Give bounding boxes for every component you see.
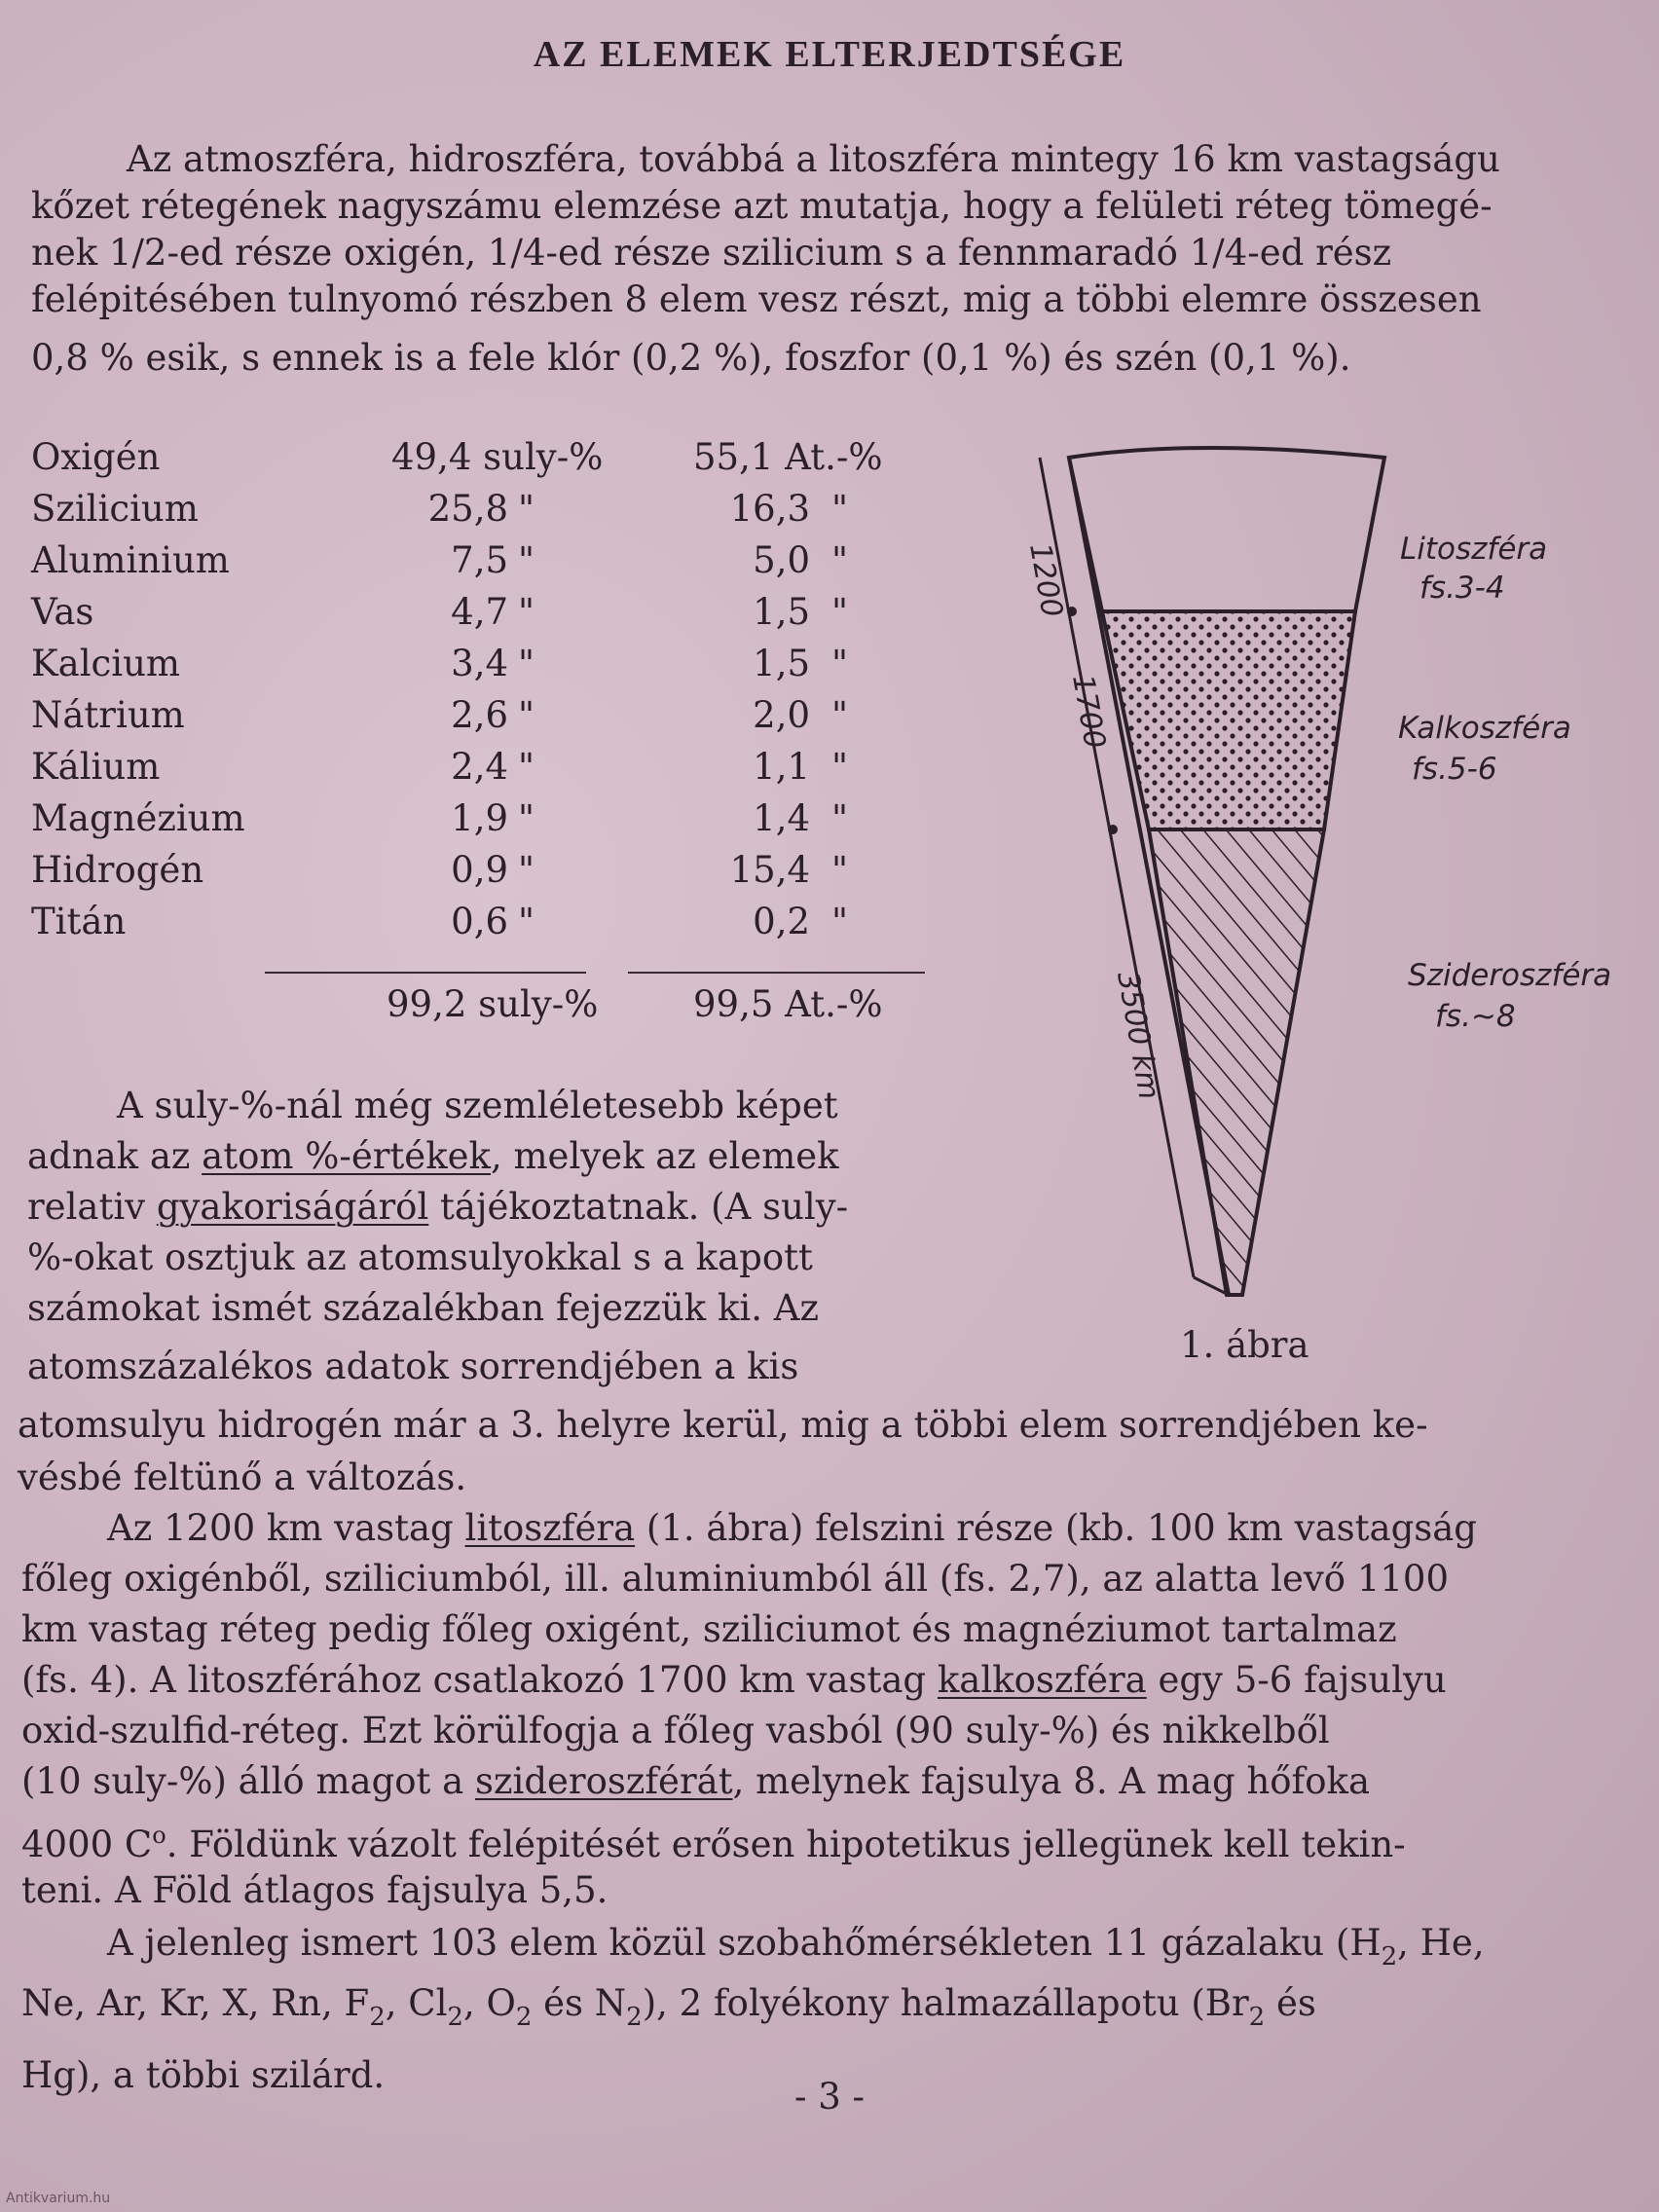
text-segment: km vastag réteg pedig főleg oxigént, sziliciumot és magnéziumot tartalmaz (21, 1608, 1397, 1650)
paragraph-line (18, 1455, 466, 1500)
text-segment: oxid-szulfid-réteg. Ezt körülfogja a főleg vasból (90 suly-%) és nikkelből (21, 1710, 1330, 1751)
ditto-mark: " (518, 488, 535, 530)
element-name: Szilicium (31, 488, 199, 530)
ditto-mark: " (831, 694, 849, 736)
element-name: Kalcium (31, 643, 181, 684)
ditto-mark: " (518, 797, 535, 839)
text-segment: , He, (1397, 1922, 1485, 1964)
layer-label-siderosphere: Sziderоszféra (1408, 958, 1612, 993)
text-segment: 2 (1248, 2003, 1266, 2032)
dim-label-3500: 3500 km (1110, 969, 1166, 1102)
element-name: Titán (31, 901, 127, 942)
table-row (31, 539, 956, 590)
text-segment: atomszázalékos adatok sorrendjében a kis (27, 1346, 799, 1387)
text-segment: A jelenleg ismert 103 elem közül szobahőmérsékleten 11 gázalaku (H (107, 1922, 1382, 1964)
atom-percent: 1,5 (753, 643, 810, 684)
weight-percent: 2,6 (451, 694, 508, 736)
table-divider (628, 972, 925, 974)
atom-percent: 5,0 (753, 539, 810, 581)
ditto-mark: " (831, 539, 849, 581)
text-segment: , melyek az elemek (490, 1135, 839, 1177)
paragraph-line (107, 1505, 1477, 1551)
element-name: Nátrium (31, 694, 185, 736)
text-segment: , Cl (385, 1982, 448, 2024)
element-name: Oxigén (31, 436, 161, 478)
text-segment: ), 2 folyékony halmazállapotu (Br (642, 1982, 1249, 2024)
text-segment: Hg), a többi szilárd. (21, 2054, 386, 2096)
atom-percent: 0,2 (753, 901, 810, 942)
table-row (31, 488, 956, 538)
weight-percent: 25,8 (427, 488, 508, 530)
paragraph-line (21, 1657, 1447, 1703)
layer-label-chalcosphere: Kalkoszféra (1398, 711, 1571, 746)
dim-label-1700: 1700 (1065, 672, 1112, 752)
element-name: Vas (31, 591, 94, 633)
element-name: Hidrogén (31, 849, 204, 891)
text-segment: számokat ismét százalékban fejezzük ki. Az (27, 1287, 819, 1329)
figure-caption: 1. ábra (1180, 1324, 1309, 1366)
table-row (31, 746, 956, 796)
intro-line: nek 1/2-ed része oxigén, 1/4-ed része szilicium s a fennmaradó 1/4-ed rész (31, 232, 1392, 274)
paragraph-line (117, 1083, 838, 1128)
key-term: kalkoszféra (937, 1659, 1147, 1701)
text-segment: 2 (1381, 1942, 1398, 1972)
ditto-mark: " (831, 591, 849, 633)
text-segment: 2 (447, 2003, 463, 2032)
atom-percent: 16,3 (729, 488, 810, 530)
text-segment: (1. ábra) felszini része (kb. 100 km vastagság (635, 1507, 1477, 1549)
intro-line: 0,8 % esik, s ennek is a fele klór (0,2 %), foszfor (0,1 %) és szén (0,1 %). (31, 337, 1351, 379)
text-segment: és N (532, 1982, 627, 2024)
weight-percent: 0,6 (451, 901, 508, 942)
paragraph-line (18, 1402, 1428, 1448)
layer-sg-chalcosphere: fs.5-6 (1412, 752, 1497, 787)
paragraph-line (21, 1867, 608, 1913)
intro-line: felépitésében tulnyomó részben 8 elem vesz részt, mig a többi elemre összesen (31, 278, 1482, 320)
chalcosphere-layer (1102, 611, 1355, 830)
ditto-mark: " (518, 849, 535, 891)
key-term: litoszféra (464, 1507, 636, 1549)
weight-percent: 49,4 suly-% (391, 436, 604, 478)
paragraph-line (27, 1184, 848, 1230)
watermark: Antikvarium.hu (6, 2191, 111, 2206)
table-divider (265, 972, 586, 974)
weight-percent: 0,9 (451, 849, 508, 891)
paragraph-line (21, 1758, 1370, 1804)
earth-layers-diagram (1003, 428, 1412, 1324)
paragraph-line (27, 1285, 819, 1331)
weight-percent: 3,4 (451, 643, 508, 684)
intro-line: Az atmoszféra, hidroszféra, továbbá a litoszféra mintegy 16 km vastagságu (127, 138, 1500, 180)
ditto-mark: " (831, 746, 849, 788)
text-segment: , O (462, 1982, 516, 2024)
text-segment: %-okat osztjuk az atomsulyokkal s a kapott (27, 1236, 813, 1278)
text-segment: tájékoztatnak. (A suly- (428, 1186, 849, 1228)
text-segment: 2 (626, 2003, 643, 2032)
layer-sg-lithosphere: fs.3-4 (1419, 571, 1505, 606)
page-number: - 3 - (793, 2076, 866, 2118)
intro-line: kőzet rétegének nagyszámu elemzése azt mutatja, hogy a felületi réteg tömegé- (31, 185, 1493, 227)
ditto-mark: " (831, 488, 849, 530)
paragraph-line (21, 1708, 1330, 1753)
ditto-mark: " (518, 643, 535, 684)
text-segment: egy 5-6 fajsulyu (1146, 1659, 1447, 1701)
ditto-mark: " (831, 643, 849, 684)
text-segment: vésbé feltünő a változás. (18, 1456, 467, 1498)
element-name: Magnézium (31, 797, 245, 839)
paragraph-line (27, 1133, 839, 1179)
text-segment: , melynek fajsulya 8. A mag hőfoka (732, 1760, 1370, 1802)
dim-label-1200: 1200 (1022, 540, 1069, 620)
table-row (31, 694, 956, 745)
table-total-row (31, 983, 956, 1034)
ditto-mark: " (831, 797, 849, 839)
lithosphere-layer (1069, 448, 1384, 611)
text-segment: és (1265, 1982, 1316, 2024)
table-row (31, 797, 956, 848)
atom-percent: 2,0 (753, 694, 810, 736)
text-segment: Az 1200 km vastag (107, 1507, 465, 1549)
ditto-mark: " (518, 901, 535, 942)
text-segment: adnak az (27, 1135, 203, 1177)
weight-percent: 4,7 (451, 591, 508, 633)
table-row (31, 591, 956, 642)
table-row (31, 901, 956, 951)
paragraph-line (107, 1920, 1485, 1980)
key-term: gyakoriságáról (156, 1186, 429, 1228)
table-row (31, 849, 956, 900)
text-segment: 2 (515, 2003, 533, 2032)
text-segment: atomsulyu hidrogén már a 3. helyre kerül, mig a többi elem sorrendjében ke- (18, 1404, 1428, 1446)
text-segment: (fs. 4). A litoszférához csatlakozó 1700 km vastag (21, 1659, 938, 1701)
table-row (31, 436, 956, 487)
atom-percent: 1,1 (753, 746, 810, 788)
text-segment: teni. A Föld átlagos fajsulya 5,5. (21, 1869, 608, 1911)
paragraph-line (21, 1980, 1316, 2041)
weight-percent: 2,4 (451, 746, 508, 788)
paragraph-line (21, 1556, 1449, 1602)
table-row (31, 643, 956, 693)
atom-percent: 1,4 (753, 797, 810, 839)
ditto-mark: " (831, 849, 849, 891)
paragraph-line (21, 1813, 1406, 1867)
layer-label-lithosphere: Litoszféra (1400, 532, 1548, 567)
ditto-mark: " (518, 694, 535, 736)
element-name: Aluminium (31, 539, 230, 581)
text-segment: 2 (369, 2003, 386, 2032)
text-segment: o (152, 1822, 166, 1849)
ditto-mark: " (831, 901, 849, 942)
weight-percent: 1,9 (451, 797, 508, 839)
paragraph-line (21, 1606, 1397, 1652)
text-segment: 4000 C (21, 1824, 153, 1865)
text-segment: Ne, Ar, Kr, X, Rn, F (21, 1982, 370, 2024)
total-atom: 99,5 At.-% (693, 983, 883, 1025)
key-term: sziderоszférát (475, 1760, 733, 1802)
text-segment: (10 suly-%) álló magot a (21, 1760, 476, 1802)
atom-percent: 1,5 (753, 591, 810, 633)
page-title: AZ ELEMEK ELTERJEDTSÉGE (533, 34, 1126, 75)
atom-percent: 15,4 (729, 849, 810, 891)
element-name: Kálium (31, 746, 161, 788)
key-term: atom %-értékek (202, 1135, 491, 1177)
text-segment: főleg oxigénből, sziliciumból, ill. aluminiumból áll (fs. 2,7), az alatta levő 1100 (21, 1558, 1449, 1600)
text-segment: relativ (27, 1186, 157, 1228)
total-weight: 99,2 suly-% (387, 983, 599, 1025)
text-segment: A suly-%-nál még szemléletesebb képet (117, 1085, 838, 1126)
atom-percent: 55,1 At.-% (693, 436, 883, 478)
ditto-mark: " (518, 746, 535, 788)
layer-sg-siderosphere: fs.~8 (1435, 999, 1516, 1034)
earth-layers-figure (1003, 428, 1412, 1324)
weight-percent: 7,5 (451, 539, 508, 581)
paragraph-line (27, 1235, 813, 1280)
paragraph-line (27, 1344, 798, 1389)
text-segment: . Földünk vázolt felépitését erősen hipotetikus jellegünek kell tekin- (166, 1824, 1406, 1865)
ditto-mark: " (518, 539, 535, 581)
siderosphere-layer (1149, 830, 1324, 1295)
ditto-mark: " (518, 591, 535, 633)
